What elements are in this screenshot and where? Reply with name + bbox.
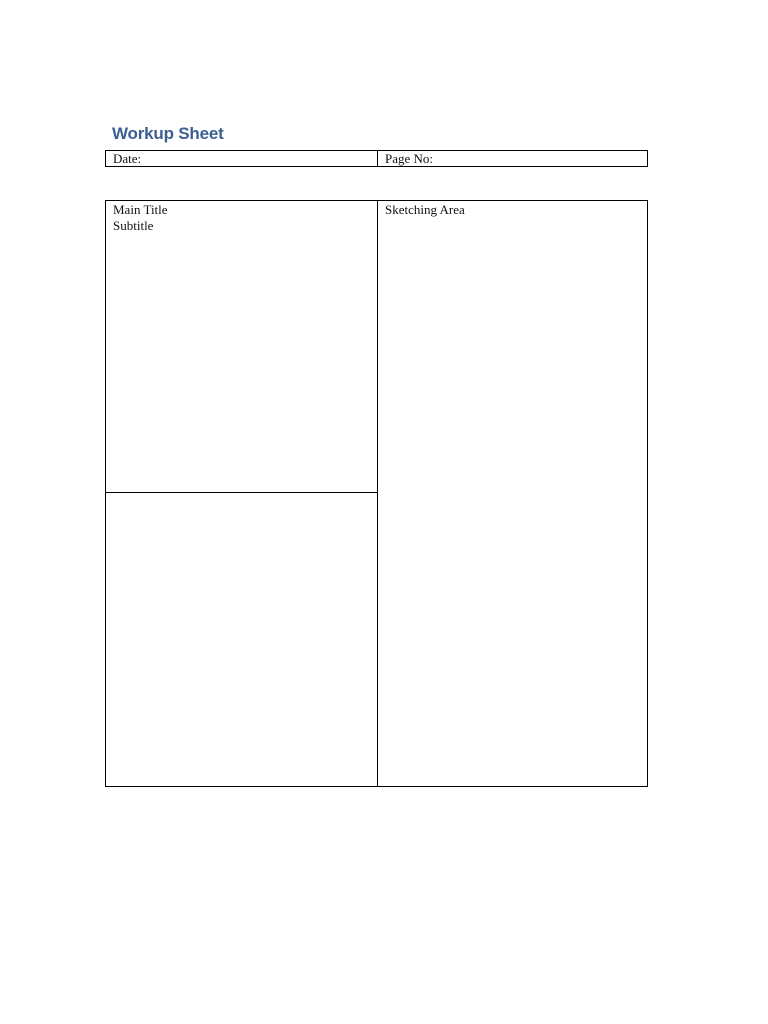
sketching-area-label: Sketching Area: [385, 202, 465, 217]
header-table: [105, 150, 648, 167]
title-cell[interactable]: [106, 201, 378, 493]
subtitle-label: Subtitle: [113, 218, 154, 233]
sketching-area-cell[interactable]: [378, 201, 647, 786]
page-title: Workup Sheet: [112, 124, 224, 143]
date-label: Date:: [113, 151, 142, 166]
notes-cell[interactable]: [106, 493, 378, 786]
workup-grid: [105, 200, 648, 787]
date-field[interactable]: [106, 151, 378, 166]
page-number-label: Page No:: [385, 151, 434, 166]
page-number-field[interactable]: [378, 151, 647, 166]
main-title-label: Main Title: [113, 202, 168, 217]
